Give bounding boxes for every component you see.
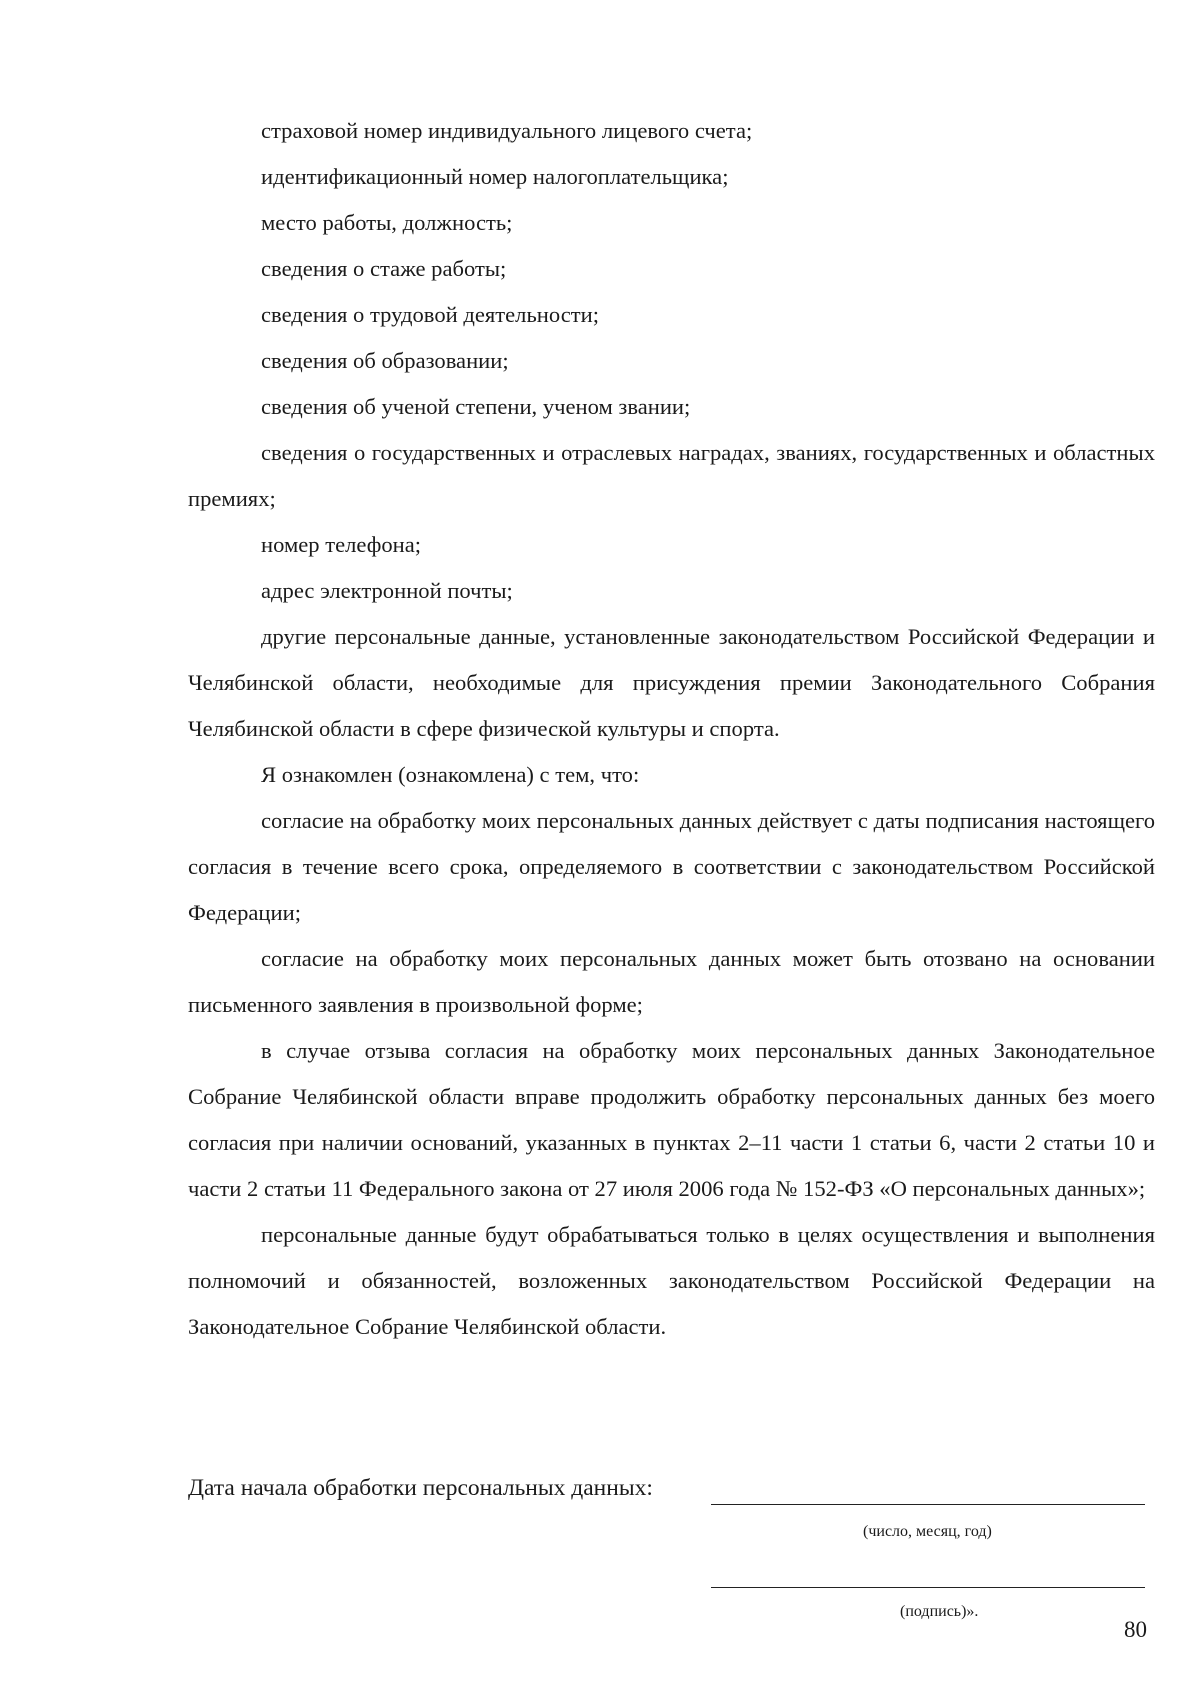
paragraph-tax-id: идентификационный номер налогоплательщика; [261, 164, 729, 189]
paragraph-consent-term: согласие на обработку моих персональных данных действует с даты подписания настоящего согласия в течение всего срока, определяемого в соответствии с законодательством Российской Федерации; [188, 808, 1155, 925]
start-date-line [711, 1504, 1145, 1505]
date-caption: (число, месяц, год) [863, 1523, 992, 1540]
signature-block [188, 1475, 1155, 1620]
paragraph-awards: сведения о государственных и отраслевых наградах, званиях, государственных и областных премиях; [188, 440, 1155, 511]
start-date-label: Дата начала обработки персональных данных: [188, 1475, 653, 1501]
paragraph-acknowledgement: Я ознакомлен (ознакомлена) с тем, что: [261, 762, 640, 787]
paragraph-work-experience: сведения о стаже работы; [261, 256, 507, 281]
paragraph-academic-degree: сведения об ученой степени, ученом звании; [261, 394, 691, 419]
document-body [188, 108, 1155, 1350]
paragraph-email: адрес электронной почты; [261, 578, 513, 603]
paragraph-revocation-consequences: в случае отзыва согласия на обработку моих персональных данных Законодательное Собрание Челябинской области вправе продолжить обработку персональных данных без моего согласия при наличии оснований, указанных в пунктах 2–11 части 1 статьи 6, части 2 статьи 10 и части 2 статьи 11 Федерального закона от 27 июля 2006 года № 152-ФЗ «О персональных данных»; [188, 1038, 1155, 1201]
paragraph-insurance-number: страховой номер индивидуального лицевого счета; [261, 118, 753, 143]
paragraph-labor-activity: сведения о трудовой деятельности; [261, 302, 599, 327]
paragraph-processing-purpose: персональные данные будут обрабатываться только в целях осуществления и выполнения полномочий и обязанностей, возложенных законодательством Российской Федерации на Законодательное Собрание Челябинской области. [188, 1222, 1155, 1339]
paragraph-consent-revocation: согласие на обработку моих персональных данных может быть отозвано на основании письменного заявления в произвольной форме; [188, 946, 1155, 1017]
paragraph-phone: номер телефона; [261, 532, 422, 557]
paragraph-education: сведения об образовании; [261, 348, 509, 373]
signature-line [711, 1587, 1145, 1588]
paragraph-other-data: другие персональные данные, установленные законодательством Российской Федерации и Челябинской области, необходимые для присуждения премии Законодательного Собрания Челябинской области в сфере физической культуры и спорта. [188, 624, 1155, 741]
paragraph-workplace: место работы, должность; [261, 210, 513, 235]
start-date-row [188, 1475, 1155, 1515]
signature-caption: (подпись)». [900, 1603, 979, 1620]
page-number: 80 [1124, 1617, 1147, 1642]
